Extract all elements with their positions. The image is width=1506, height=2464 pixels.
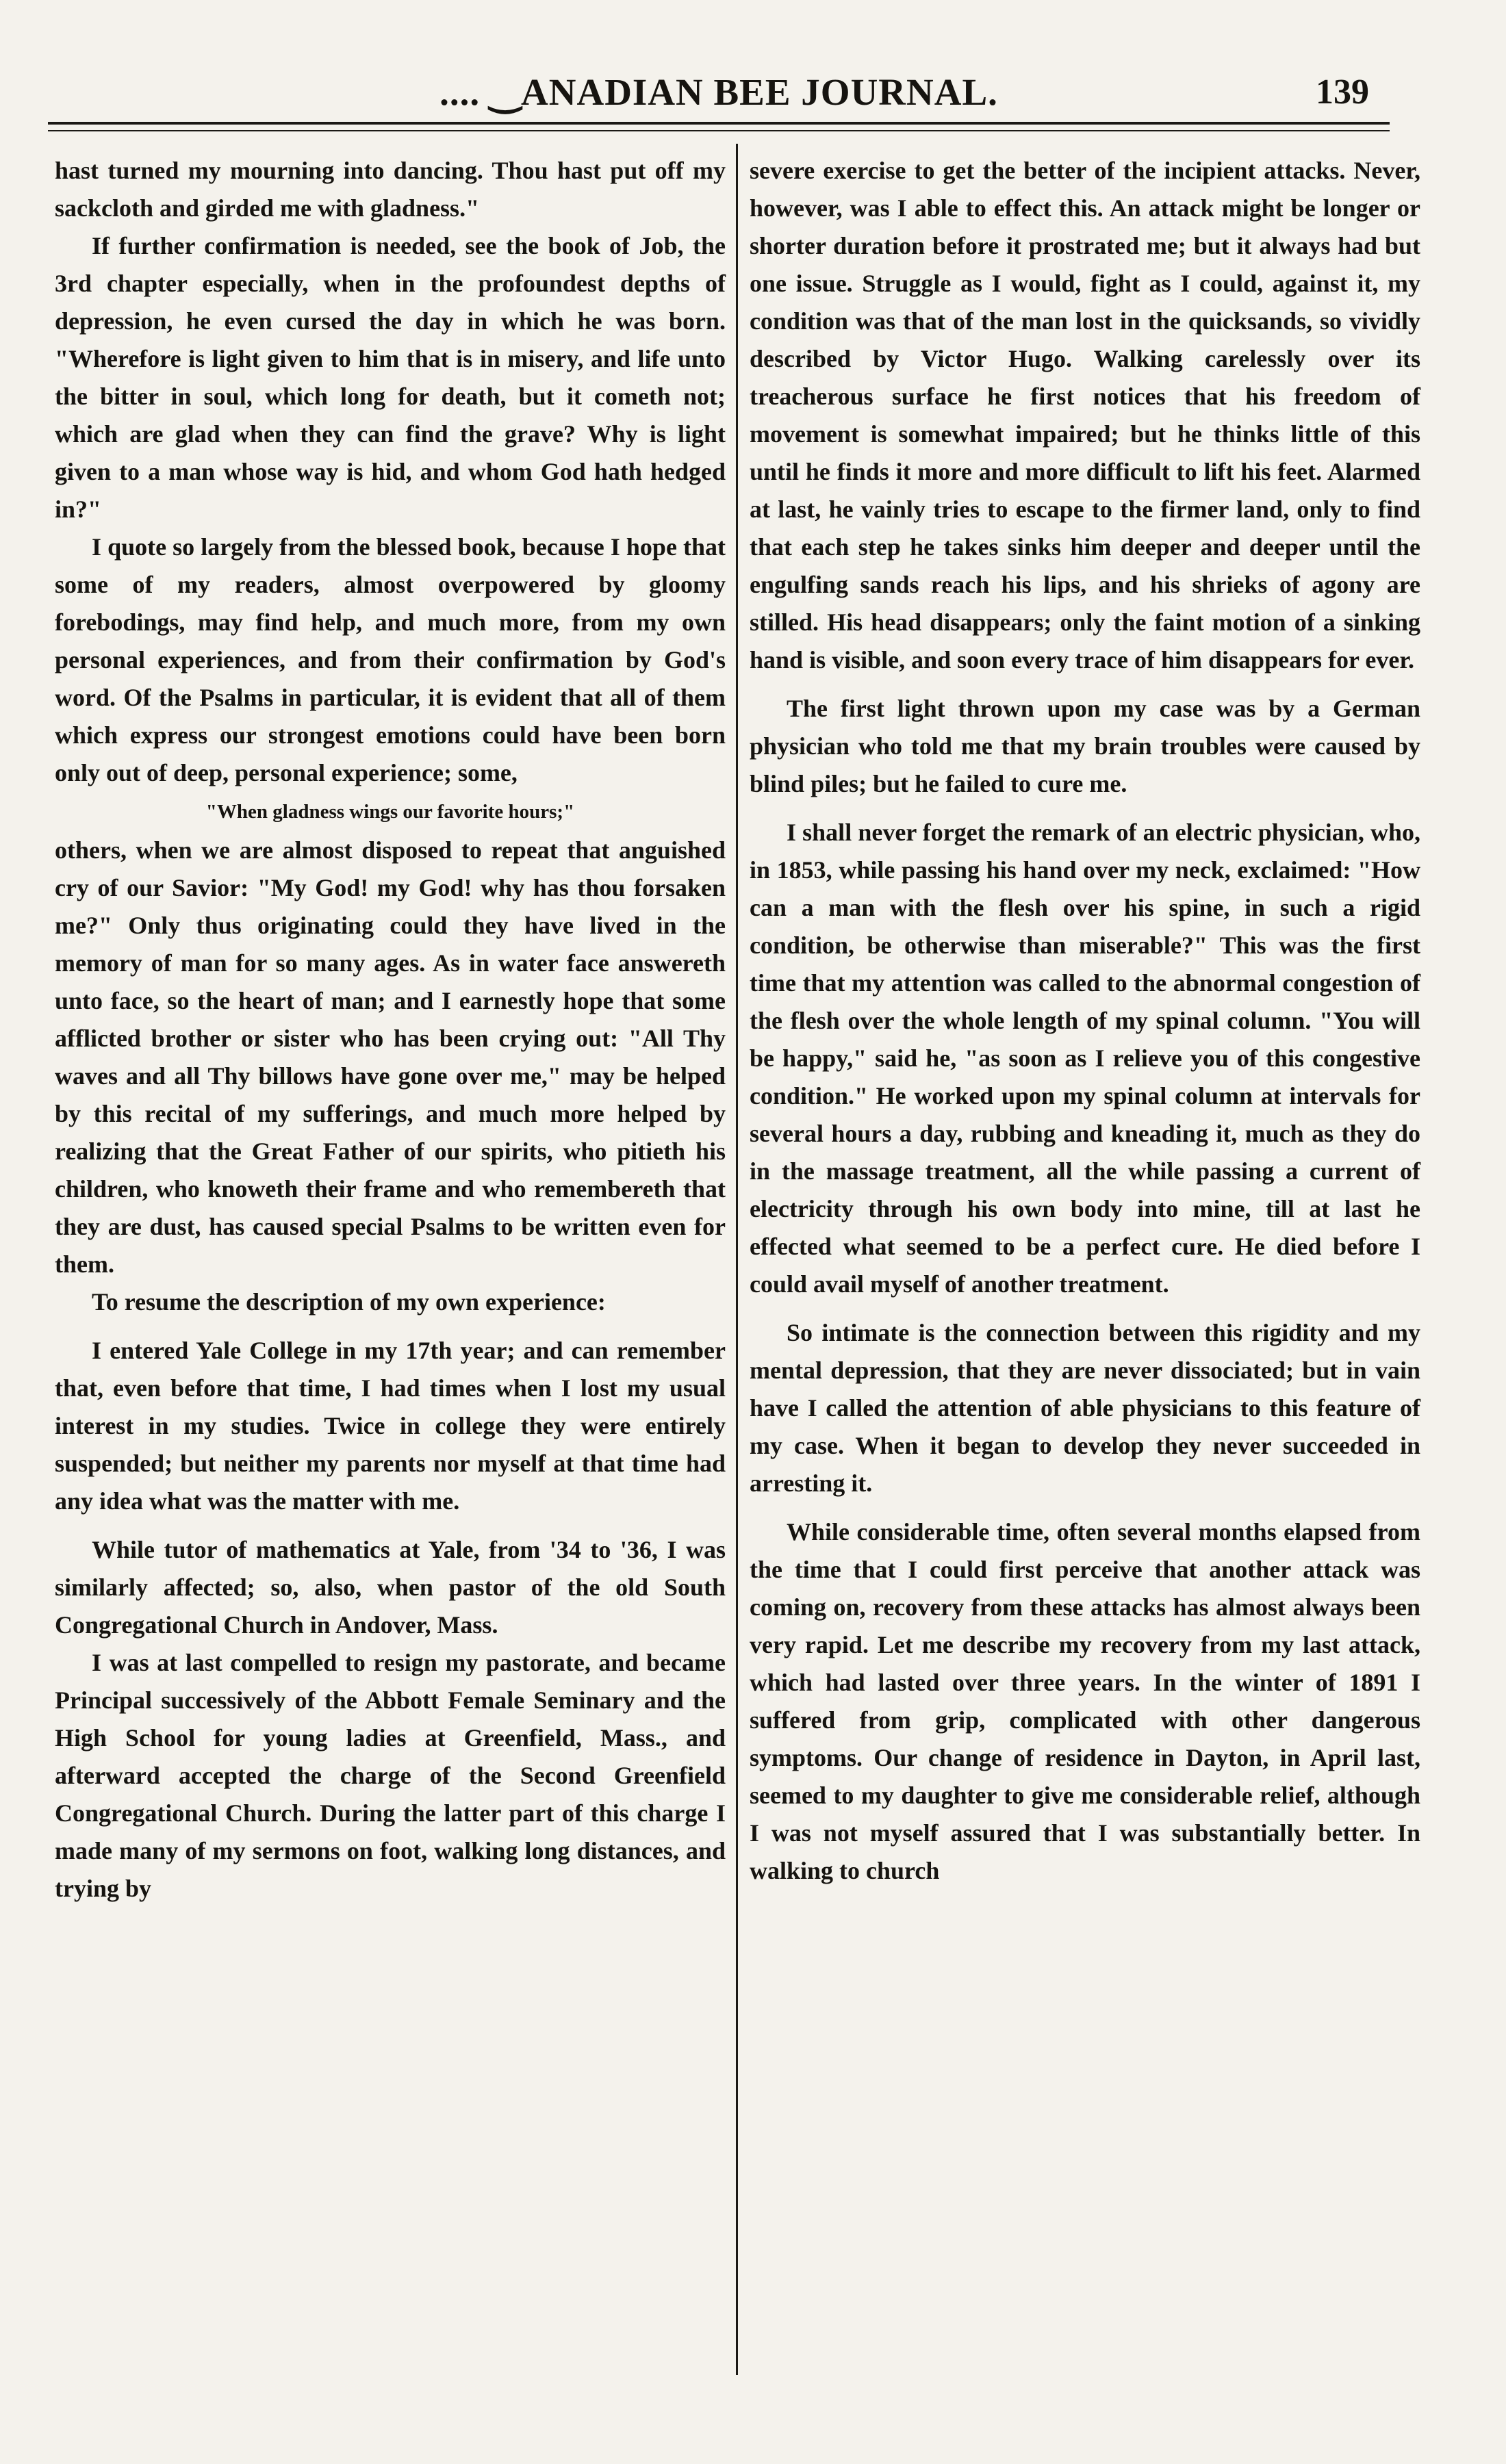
page-number: 139 (1316, 73, 1369, 112)
right-column (750, 152, 1420, 1890)
quotation-line: "When gladness wings our favorite hours;" (205, 801, 575, 823)
paragraph: severe exercise to get the better of the incipient attacks. Never, however, was I able to effect this. An attack might be longer or shorter duration before it prostrated me; but it always had but one issue. Struggle as I would, fight as I could, against it, my condition was that of the man lost in the quicksands, so vividly described by Victor Hugo. Walking carelessly over its treacherous surface he first notices that his freedom of movement is somewhat impaired; but he thinks little of this until he finds it more and more difficult to lift his feet. Alarmed at last, he vainly tries to escape to the firmer land, only to find that each step he takes sinks him deeper and deeper until the engulfing sands reach his lips, and his shrieks of agony are stilled. His head disappears; only the faint motion of a sinking hand is visible, and soon every trace of him disappears for ever. (750, 157, 1420, 673)
paragraph: I was at last compelled to resign my pastorate, and became Principal successively of the Abbott Female Seminary and the High School for young ladies at Greenfield, Mass., and afterward accepted the charge of the Second Greenfield Congregational Church. During the latter part of this charge I made many of my sermons on foot, walking long distances, and trying by (55, 1649, 726, 1902)
header-rule-thin (48, 130, 1390, 131)
journal-title: .... ‿ANADIAN BEE JOURNAL. (439, 71, 998, 113)
left-column (55, 152, 726, 1908)
paragraph: To resume the description of my own experience: (92, 1288, 606, 1316)
paragraph: hast turned my mourning into dancing. Thou hast put off my sackcloth and girded me with gladness." (55, 157, 726, 222)
paragraph: While considerable time, often several months elapsed from the time that I could first perceive that another attack was coming on, recovery from these attacks has almost always been very rapid. Let me describe my recovery from my last attack, which had lasted over three years. In the winter of 1891 I suffered from grip, complicated with other dangerous symptoms. Our change of residence in Dayton, in April last, seemed to my daughter to give me considerable relief, although I was not myself assured that I was substantially better. In walking to church (750, 1518, 1420, 1884)
paragraph: While tutor of mathematics at Yale, from '34 to '36, I was similarly affected; so, also, when pastor of the old South Congregational Church in Andover, Mass. (55, 1536, 726, 1639)
paragraph: I quote so largely from the blessed book, because I hope that some of my readers, almost overpowered by gloomy forebodings, may find help, and much more, from my own personal experiences, and from their confirmation by God's word. Of the Psalms in particular, it is evident that all of them which express our strongest emotions could have been born only out of deep, personal experience; some, (55, 533, 726, 786)
paragraph: The first light thrown upon my case was by a German physician who told me that my brain troubles were caused by blind piles; but he failed to cure me. (750, 695, 1420, 797)
paragraph: I entered Yale College in my 17th year; and can remember that, even before that time, I had times when I lost my usual interest in my studies. Twice in college they were entirely suspended; but neither my parents nor myself at that time had any idea what was the matter with me. (55, 1337, 726, 1515)
paragraph: others, when we are almost disposed to repeat that anguished cry of our Savior: "My God! my God! why has thou forsaken me?" Only thus originating could they have lived in the memory of man for so many ages. As in water face answereth unto face, so the heart of man; and I earnestly hope that some afflicted brother or sister who has been crying out: "All Thy waves and all Thy billows have gone over me," may be helped by this recital of my sufferings, and much more helped by realizing that the Great Father of our spirits, who pitieth his children, who knoweth their frame and who remembereth that they are dust, has caused special Psalms to be written even for them. (55, 836, 726, 1278)
paragraph: I shall never forget the remark of an electric physician, who, in 1853, while passing his hand over my neck, exclaimed: "How can a man with the flesh over his spine, in such a rigid condition, be otherwise than miserable?" This was the first time that my attention was called to the abnormal congestion of the flesh over the whole length of my spinal column. "You will be happy," said he, "as soon as I relieve you of this congestive condition." He worked upon my spinal column at intervals for several hours a day, rubbing and kneading it, much as they do in the massage treatment, all the while passing a current of electricity through his own body into mine, till at last he effected what seemed to be a perfect cure. He died before I could avail myself of another treatment. (750, 819, 1420, 1298)
header-rule (48, 122, 1390, 125)
paragraph: So intimate is the connection between this rigidity and my mental depression, that they are never dissociated; but in vain have I called the attention of able physicians to this feature of my case. When it began to develop they never succeeded in arresting it. (750, 1319, 1420, 1497)
column-divider (736, 144, 738, 2375)
paragraph: If further confirmation is needed, see the book of Job, the 3rd chapter especially, when in the profoundest depths of depression, he even cursed the day in which he was born. "Wherefore is light given to him that is in misery, and life unto the bitter in soul, which long for death, but it cometh not; which are glad when they can find the grave? Why is light given to a man whose way is hid, and whom God hath hedged in?" (55, 232, 726, 523)
page-header (48, 65, 1390, 120)
